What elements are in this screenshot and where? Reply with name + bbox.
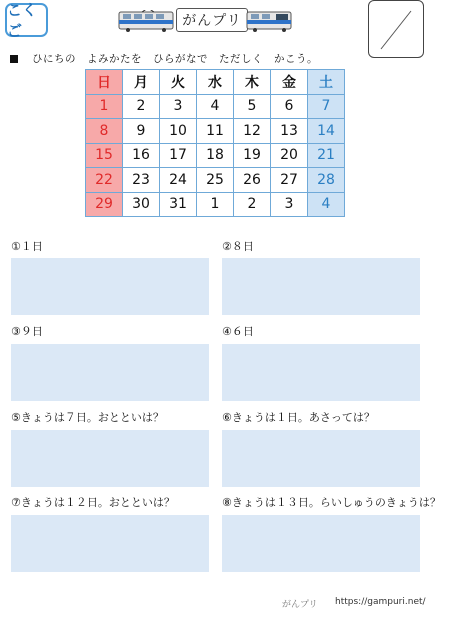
calendar-day: 18: [197, 143, 234, 168]
answer-box-5[interactable]: [11, 430, 209, 487]
calendar-day: 14: [308, 119, 345, 144]
calendar-day: 8: [86, 119, 123, 144]
calendar-day: 30: [123, 192, 160, 217]
calendar-day: 29: [86, 192, 123, 217]
question-2-label: ②８日: [222, 240, 254, 253]
calendar-week-row: [86, 119, 345, 144]
calendar-day: 9: [123, 119, 160, 144]
weekday-mon: 月: [123, 70, 160, 95]
calendar-day: 22: [86, 168, 123, 193]
calendar-day: 24: [160, 168, 197, 193]
answer-box-8[interactable]: [222, 515, 420, 572]
calendar-header-row: [86, 70, 345, 95]
calendar-day: 5: [234, 94, 271, 119]
answer-box-4[interactable]: [222, 344, 420, 401]
question-7-label: ⑦きょうは１２日。おとといは？: [11, 496, 175, 509]
calendar-day: 27: [271, 168, 308, 193]
weekday-fri: 金: [271, 70, 308, 95]
calendar-day: 11: [197, 119, 234, 144]
question-4-label: ④６日: [222, 325, 254, 338]
calendar-week-row: [86, 192, 345, 217]
question-6-label: ⑥きょうは１日。あさっては？: [222, 411, 375, 424]
instruction: [10, 51, 318, 66]
calendar-day: 28: [308, 168, 345, 193]
weekday-thu: 木: [234, 70, 271, 95]
footer-url-link[interactable]: https://gampuri.net/: [335, 597, 426, 607]
calendar-day: 12: [234, 119, 271, 144]
calendar-week-row: [86, 143, 345, 168]
answer-box-7[interactable]: [11, 515, 209, 572]
brand-logo: [118, 4, 294, 34]
score-box: [368, 0, 424, 58]
question-5-label: ⑤きょうは７日。おとといは？: [11, 411, 164, 424]
answer-box-3[interactable]: [11, 344, 209, 401]
weekday-tue: 火: [160, 70, 197, 95]
calendar-day: 25: [197, 168, 234, 193]
calendar-day: 2: [123, 94, 160, 119]
calendar-day: 2: [234, 192, 271, 217]
bullet-square-icon: [10, 55, 18, 63]
calendar-day: 7: [308, 94, 345, 119]
calendar-day: 20: [271, 143, 308, 168]
instruction-text: ひにちの よみかたを ひらがなで ただしく かこう。: [32, 53, 318, 65]
weekday-sat: 土: [308, 70, 345, 95]
weekday-sun: 日: [86, 70, 123, 95]
calendar-day: 19: [234, 143, 271, 168]
train-left-icon: [118, 10, 174, 32]
calendar-day: 16: [123, 143, 160, 168]
calendar-day: 4: [308, 192, 345, 217]
calendar-day: 17: [160, 143, 197, 168]
brand-title: がんプリ: [176, 8, 248, 32]
calendar-week-row: [86, 168, 345, 193]
question-8-label: ⑧きょうは１３日。らいしゅうのきょうは？: [222, 496, 441, 509]
calendar-day: 15: [86, 143, 123, 168]
question-3-label: ③９日: [11, 325, 43, 338]
calendar-day: 1: [197, 192, 234, 217]
calendar-table: [85, 69, 345, 217]
calendar-day: 26: [234, 168, 271, 193]
calendar-day: 13: [271, 119, 308, 144]
calendar-week-row: [86, 94, 345, 119]
calendar-day: 31: [160, 192, 197, 217]
subject-badge: こくご: [5, 3, 48, 37]
train-right-icon: [246, 10, 294, 32]
answer-box-2[interactable]: [222, 258, 420, 315]
calendar-day: 1: [86, 94, 123, 119]
calendar-day: 23: [123, 168, 160, 193]
calendar-day: 21: [308, 143, 345, 168]
answer-box-1[interactable]: [11, 258, 209, 315]
calendar-day: 6: [271, 94, 308, 119]
calendar-day: 3: [160, 94, 197, 119]
calendar-day: 4: [197, 94, 234, 119]
footer-logo: がんプリ: [282, 600, 318, 610]
question-1-label: ①１日: [11, 240, 43, 253]
weekday-wed: 水: [197, 70, 234, 95]
calendar-day: 10: [160, 119, 197, 144]
answer-box-6[interactable]: [222, 430, 420, 487]
calendar-day: 3: [271, 192, 308, 217]
